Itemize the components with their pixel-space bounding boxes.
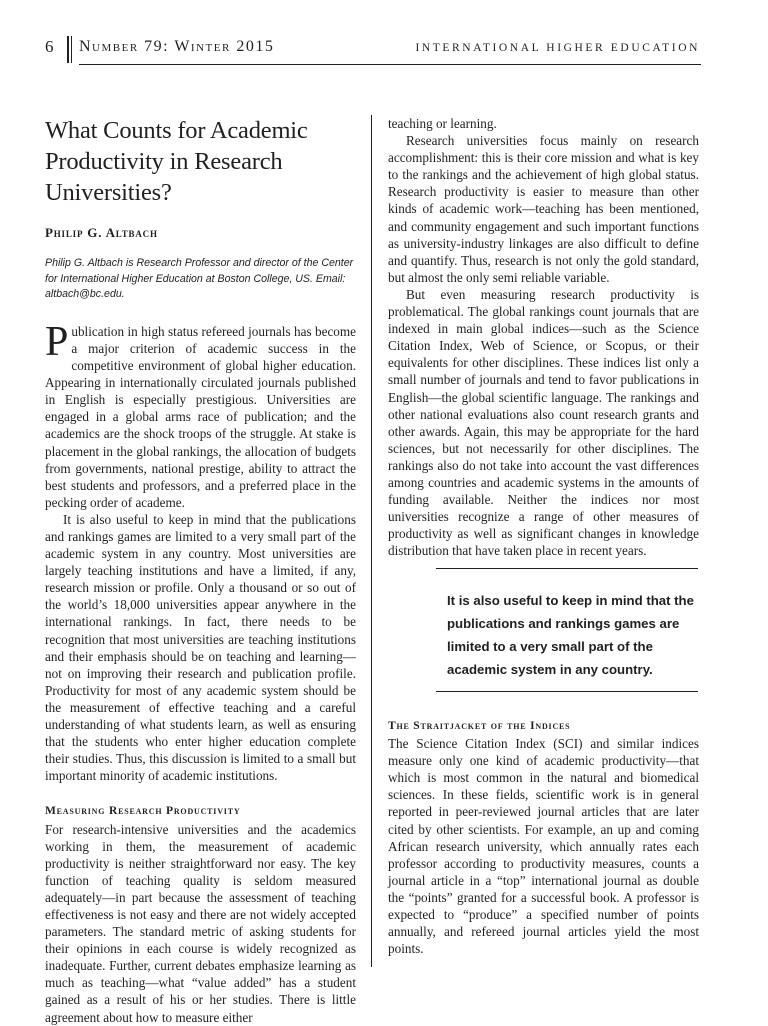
left-column <box>45 115 356 1026</box>
page-number: 6 <box>45 37 54 56</box>
paragraph: It is also useful to keep in mind that the publications and rankings games are limited to a very small part of the academic system in any country. Most universities are largely teaching institutions and have a limited, if any, research mission or profile. Only a thousand or so out of the world’s 18,000 universities appear anywhere in the international rankings. In fact, there needs to be recognition that most universities are teaching institutions and their emphasis should be on teaching and learning—not on improving their research and publication profile. Productivity for most of any academic system should be the measurement of effective teaching and a careful understanding of what students learn, as well as ensuring that the students who enter higher education complete their studies. Thus, this discussion is limited to a small but important minority of academic institutions. <box>45 511 356 784</box>
header-divider <box>67 36 69 63</box>
paragraph: teaching or learning. <box>388 116 497 131</box>
header-rule <box>79 64 701 65</box>
running-header <box>0 0 768 70</box>
section-heading: Measuring Research Productivity <box>45 805 241 818</box>
paragraph: Research universities focus mainly on research accomplishment: this is their core mission and what is key to the rankings and the achievement of high global status. Research productivity is easier to measure than other kinds of academic work—teaching has been mentioned, and community engagement and such important functions as university-industry linkages are also difficult to define and quantify. Thus, research is not only the gold standard, but almost the only semi reliable variable. <box>388 133 699 285</box>
paragraph-intro-text: ublication in high status refereed journals has become a major criterion of academic success in the competitive environment of global higher education. Appearing in internationally circulated journals published in English is especially prestigious. Universities are engaged in a global arms race of publication; and the academics are the shock troops of the struggle. At stake is placement in the global rankings, the allocation of budgets from governments, national prestige, ability to attract the best students and professors, and a preferred place in the pecking order of academe. <box>45 323 356 510</box>
column-divider <box>371 115 372 967</box>
section-heading: The Straitjacket of the Indices <box>388 720 571 732</box>
drop-cap: P <box>45 318 69 365</box>
journal-name: INTERNATIONAL HIGHER EDUCATION <box>415 42 700 54</box>
paragraph: But even measuring research productivity is problematical. The global rankings count journals that are indexed in main global indices—such as the Science Citation Index, Web of Science, or Scopus, or their equivalents for other disciplines. These indices list only a small number of journals and tend to favor publications in English—the global scientific language. The rankings and other national evaluations also count research grants and other awards. Again, this may be appropriate for the hard sciences, but not necessarily for other disciplines. The rankings also do not take into account the vast differences among countries and academic systems in the amounts of funding available. Neither the indices nor most universities recognize a range of other measures of productivity as well as significant changes in knowledge distribution that have taken place in recent years. <box>388 286 699 559</box>
paragraph: For research-intensive universities and the academics working in them, the measurement of academic productivity is neither straightforward nor easy. The key function of teaching quality is seldom measured adequately—in part because the assessment of teaching effectiveness is not easy and there are not widely accepted parameters. The standard metric of asking students for their opinions in each course is widely recognized as inadequate. Further, current debates emphasize learning as much as teaching—what “value added” has a student gained as a result of his or her studies. There is little agreement about how to measure either <box>45 821 356 1025</box>
pull-quote-text: It is also useful to keep in mind that the publications and rankings games are limited to a very small part of the academic system in any country. <box>447 593 694 677</box>
pull-quote <box>436 568 698 692</box>
author-bio: Philip G. Altbach is Research Professor and director of the Center for International Higher Education at Boston College, US. Email: altbach@bc.edu. <box>45 257 354 301</box>
article-title: What Counts for Academic Productivity in Research Universities? <box>45 117 308 206</box>
right-column <box>388 115 699 559</box>
author-name: Philip G. Altbach <box>45 225 158 240</box>
issue-label: Number 79: Winter 2015 <box>79 38 275 55</box>
right-column-lower <box>388 718 699 957</box>
paragraph-intro <box>45 318 356 511</box>
paragraph: The Science Citation Index (SCI) and similar indices measure only one kind of academic productivity—that which is most common in the natural and biomedical sciences. In these fields, scientific work is in general reported in peer-reviewed journal articles that are later cited by other scientists. For example, an up and coming African research university, which annually rates each professor according to productivity measures, counts a journal article in a “top” international journal as double the “points” granted for a successful book. A professor is expected to “produce” a specified number of points annually, and refereed journal articles yield the most points. <box>388 736 699 957</box>
header-divider-thin <box>71 36 72 63</box>
